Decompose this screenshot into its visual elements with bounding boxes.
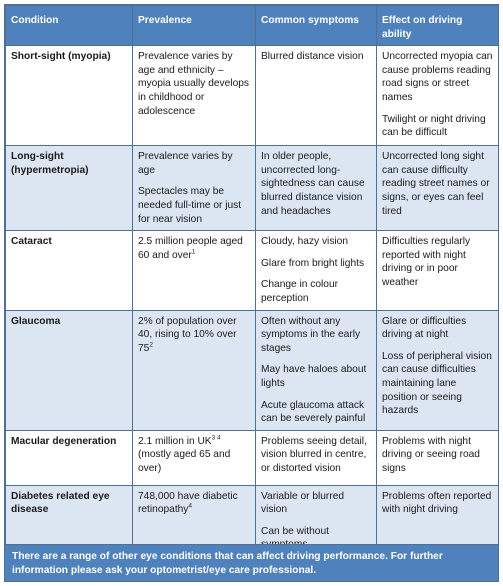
effect-text: Difficulties regularly reported with night driving or in poor weather — [382, 236, 471, 288]
prevalence-text: 2.1 million in $UK^{3 4}$ (mostly aged 65 and over) — [138, 434, 231, 474]
symptom-text: Blurred distance vision — [261, 51, 364, 63]
effect-text: Glare or difficulties driving at night — [382, 315, 467, 341]
effect-cell — [377, 231, 499, 310]
footnote-marker: 2 — [149, 341, 153, 349]
effect-cell — [377, 46, 499, 146]
symptoms-cell — [256, 231, 377, 310]
condition-cell — [6, 231, 133, 310]
condition-name: Long-sight (hypermetropia) — [11, 151, 89, 176]
table-row — [6, 146, 499, 231]
prevalence-text: 2% of population over 40, rising to 10% over $75^2$ — [138, 315, 237, 354]
symptom-text: Variable or blurred vision — [261, 490, 345, 516]
condition-name: Glaucoma — [11, 315, 61, 327]
eye-conditions-table-frame — [4, 4, 499, 582]
condition-name: Cataract — [11, 236, 52, 248]
effect-text: Uncorrected long sight can cause difficulty reading street names or signs, or eyes can feel tired — [382, 151, 490, 217]
header-prevalence: Prevalence — [133, 6, 256, 46]
condition-cell — [6, 46, 133, 146]
footnote-marker: 3 4 — [211, 434, 221, 442]
effect-text: Twilight or night driving can be difficult — [382, 113, 486, 139]
effect-cell — [377, 310, 499, 430]
symptom-text: In older people, uncorrected long-sightedness can cause blurred distance vision and headaches — [261, 151, 365, 217]
symptom-text: Glare from bright lights — [261, 257, 365, 269]
table-row — [6, 231, 499, 310]
footnote-marker: 1 — [191, 248, 196, 256]
table-row — [6, 310, 499, 430]
effect-text: Uncorrected myopia can cause problems reading road signs or street names — [382, 51, 493, 103]
symptoms-cell — [256, 430, 377, 485]
symptom-text: Problems seeing detail, vision blurred in centre, or distorted vision — [261, 435, 367, 474]
symptom-text: Acute glaucoma attack can be severely painful — [261, 399, 366, 425]
header-effect-on-driving: Effect on driving ability — [377, 6, 499, 46]
symptom-text: Can be without — [261, 525, 329, 537]
effect-text: Problems with night driving or seeing road signs — [382, 435, 480, 474]
table-row — [6, 430, 499, 485]
header-condition: Condition — [6, 6, 133, 46]
prevalence-cell — [133, 430, 256, 485]
effect-cell — [377, 430, 499, 485]
prevalence-cell — [133, 146, 256, 231]
symptom-text: Cloudy, hazy vision — [261, 236, 349, 248]
table-row — [6, 46, 499, 146]
condition-cell — [6, 430, 133, 485]
symptom-text: Often without any symptoms in the early stages — [261, 315, 361, 354]
condition-name: Short-sight (myopia) — [11, 51, 111, 63]
symptoms-cell — [256, 146, 377, 231]
symptom-text: Change in colour perception — [261, 279, 339, 304]
condition-cell — [6, 310, 133, 430]
symptom-text: May have haloes about lights — [261, 364, 367, 389]
footnote-marker: 4 — [188, 502, 193, 510]
eye-conditions-table — [5, 5, 499, 560]
header-common-symptoms: Common symptoms — [256, 6, 377, 46]
prevalence-text: Prevalence varies by age and ethnicity – myopia usually develops in childhood or adolescence — [138, 51, 249, 117]
footer-note: There are a range of other eye conditions that can affect driving performance. For further information please ask your optometrist/eye care professional. — [5, 544, 498, 581]
header-row — [6, 6, 499, 46]
effect-cell — [377, 146, 499, 231]
prevalence-text: Spectacles may be needed full-time or just for near vision — [138, 186, 242, 225]
prevalence-text: 2.5 million people aged 60 and over$^1$ — [138, 236, 243, 261]
condition-cell — [6, 146, 133, 231]
symptoms-cell — [256, 46, 377, 146]
condition-name: Diabetes related eye disease — [11, 490, 110, 516]
symptoms-cell — [256, 310, 377, 430]
effect-text: Loss of peripheral vision can cause difficulties maintaining lane position or seeing hazards — [382, 350, 492, 417]
prevalence-cell — [133, 231, 256, 310]
prevalence-text: 748,000 have diabetic retinopathy$^4$ — [138, 490, 238, 516]
prevalence-text: Prevalence varies by age — [138, 151, 233, 176]
condition-name: Macular degeneration — [11, 435, 117, 447]
prevalence-cell — [133, 46, 256, 146]
prevalence-cell — [133, 310, 256, 430]
effect-text: Problems often reported with night driving — [382, 490, 492, 516]
